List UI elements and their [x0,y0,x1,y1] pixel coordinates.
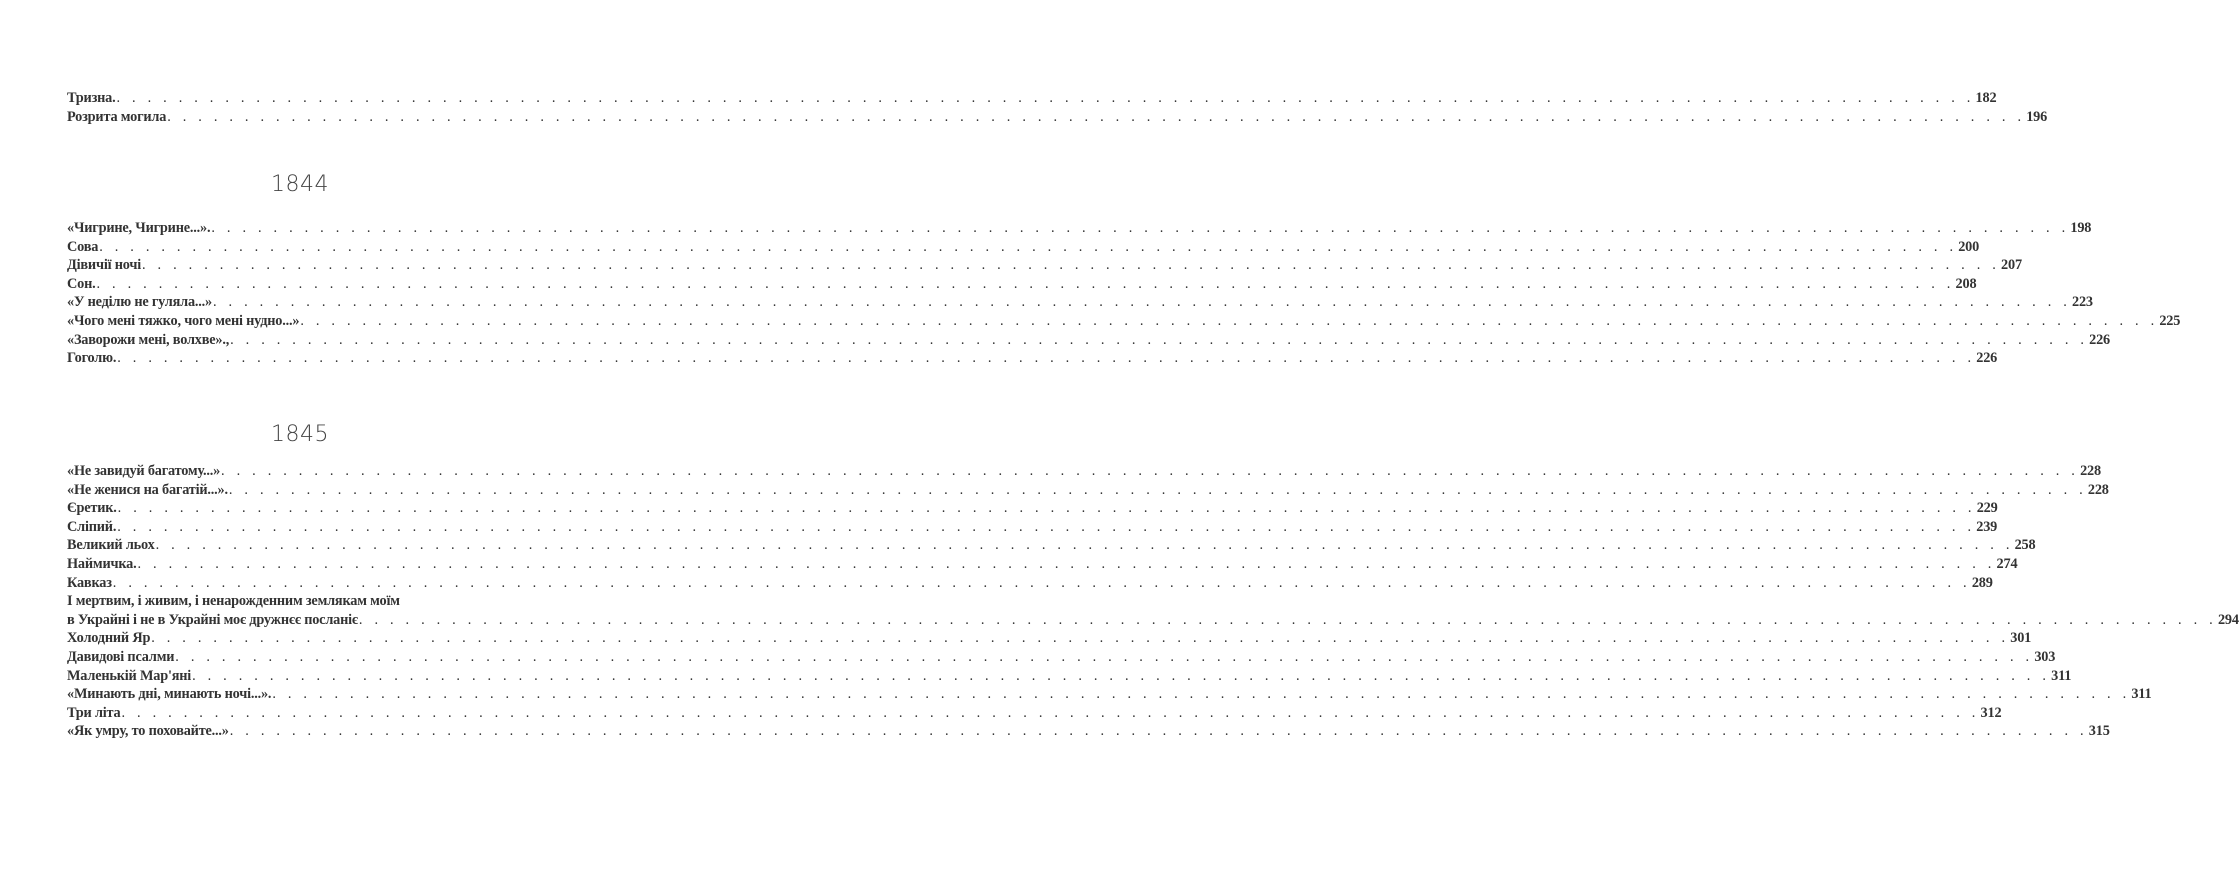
toc-entry[interactable] [67,611,2239,630]
dot-leader: . . . . . . . . . . . . . . . . . . . . . . . . . . . . . . . . . . . . . . . . . . . . . . . . . . . . . . . . . . . . . . . . . . . . . . . . . . . . . . . . . . . . . . . . . . . . . . . . . . . . . . . . . . . . . . . . . . . . . . . . [142,257,2001,274]
toc-entry-page: 303 [2034,648,2056,665]
dot-leader: . . . . . . . . . . . . . . . . . . . . . . . . . . . . . . . . . . . . . . . . . . . . . . . . . . . . . . . . . . . . . . . . . . . . . . . . . . . . . . . . . . . . . . . . . . . . . . . . . . . . . . . . . . . . . . . . . . . . . . . . [175,648,2034,665]
dot-leader: . . . . . . . . . . . . . . . . . . . . . . . . . . . . . . . . . . . . . . . . . . . . . . . . . . . . . . . . . . . . . . . . . . . . . . . . . . . . . . . . . . . . . . . . . . . . . . . . . . . . . . . . . . . . . . . . . . . . . . . . [99,238,1958,255]
toc-entry-page: 182 [1975,90,1997,106]
toc-entry-page: 226 [2089,331,2111,348]
toc-entry-page: 312 [1980,704,2002,721]
dot-leader: . . . . . . . . . . . . . . . . . . . . . . . . . . . . . . . . . . . . . . . . . . . . . . . . . . . . . . . . . . . . . . . . . . . . . . . . . . . . . . . . . . . . . . . . . . . . . . . . . . . . . . . . . . . . . . . . . . . . . . . . [151,630,2010,647]
dot-leader: . . . . . . . . . . . . . . . . . . . . . . . . . . . . . . . . . . . . . . . . . . . . . . . . . . . . . . . . . . . . . . . . . . . . . . . . . . . . . . . . . . . . . . . . . . . . . . . . . . . . . . . . . . . . . . . . . . . . . . . . [167,108,2026,125]
toc-entry[interactable] [67,349,1998,368]
toc-entry[interactable] [67,518,1998,537]
year-heading-1844: 1844 [271,172,329,197]
toc-entry-page: 225 [2159,312,2181,329]
toc-entry-title: Маленькій Мар'яні [67,667,192,684]
toc-entry-page: 223 [2072,294,2093,311]
dot-leader: . . . . . . . . . . . . . . . . . . . . . . . . . . . . . . . . . . . . . . . . . . . . . . . . . . . . . . . . . . . . . . . . . . . . . . . . . . . . . . . . . . . . . . . . . . . . . . . . . . . . . . . . . . . . . . . . . . . . . . . . [228,481,2087,498]
toc-entry-page: 228 [2087,481,2109,498]
dot-leader: . . . . . . . . . . . . . . . . . . . . . . . . . . . . . . . . . . . . . . . . . . . . . . . . . . . . . . . . . . . . . . . . . . . . . . . . . . . . . . . . . . . . . . . . . . . . . . . . . . . . . . . . . . . . . . . . . . . . . . . . [155,537,2014,554]
toc-entry-title: «Не завидуй багатому...» [67,463,221,479]
toc-entry-title: «Минають дні, минають ночі...». [67,686,272,703]
toc-entry[interactable] [67,629,2032,648]
dot-leader: . . . . . . . . . . . . . . . . . . . . . . . . . . . . . . . . . . . . . . . . . . . . . . . . . . . . . . . . . . . . . . . . . . . . . . . . . . . . . . . . . . . . . . . . . . . . . . . . . . . . . . . . . . . . . . . . . . . . . . . . [121,704,1980,721]
toc-entry-title-line1: І мертвим, і живим, і ненарожденним землякам моїм [67,593,400,610]
toc-entry[interactable] [67,89,1997,108]
toc-entry[interactable] [67,555,2018,574]
toc-entry[interactable] [67,704,2002,723]
toc-entry-title: в Украйні і не в Украйні моє дружнєє посланіє [67,611,358,628]
dot-leader: . . . . . . . . . . . . . . . . . . . . . . . . . . . . . . . . . . . . . . . . . . . . . . . . . . . . . . . . . . . . . . . . . . . . . . . . . . . . . . . . . . . . . . . . . . . . . . . . . . . . . . . . . . . . . . . . . . . . . . . . [230,331,2089,348]
toc-entry[interactable] [67,462,2101,481]
dot-leader: . . . . . . . . . . . . . . . . . . . . . . . . . . . . . . . . . . . . . . . . . . . . . . . . . . . . . . . . . . . . . . . . . . . . . . . . . . . . . . . . . . . . . . . . . . . . . . . . . . . . . . . . . . . . . . . . . . . . . . . . [117,500,1976,517]
toc-entry-title: «Заворожи мені, волхве»., [67,331,230,348]
toc-entry-page: 294 [2217,611,2239,628]
toc-entry[interactable] [67,108,2048,127]
dot-leader: . . . . . . . . . . . . . . . . . . . . . . . . . . . . . . . . . . . . . . . . . . . . . . . . . . . . . . . . . . . . . . . . . . . . . . . . . . . . . . . . . . . . . . . . . . . . . . . . . . . . . . . . . . . . . . . . . . . . . . . . [229,723,2088,740]
dot-leader: . . . . . . . . . . . . . . . . . . . . . . . . . . . . . . . . . . . . . . . . . . . . . . . . . . . . . . . . . . . . . . . . . . . . . . . . . . . . . . . . . . . . . . . . . . . . . . . . . . . . . . . . . . . . . . . . . . . . . . . . [112,574,1971,591]
toc-entry[interactable] [67,685,2152,704]
dot-leader: . . . . . . . . . . . . . . . . . . . . . . . . . . . . . . . . . . . . . . . . . . . . . . . . . . . . . . . . . . . . . . . . . . . . . . . . . . . . . . . . . . . . . . . . . . . . . . . . . . . . . . . . . . . . . . . . . . . . . . . . [212,294,2072,311]
toc-entry[interactable] [67,219,2092,238]
toc-entry-title: Сон. [67,275,96,292]
toc-entry-page: 301 [2010,630,2032,647]
toc-entry-title: «Не женися на багатій...». [67,481,228,498]
toc-entry-title: Тризна. [67,90,116,106]
toc-entry-page: 311 [2131,686,2152,703]
toc-entry-title: Кавказ [67,574,112,591]
toc-entry[interactable] [67,293,2093,312]
toc-entry[interactable] [67,499,1998,518]
toc-entry-title: Наймичка. [67,555,137,572]
toc-entry[interactable] [67,256,2022,275]
toc-entry-page: 196 [2026,108,2048,125]
toc-entry-title: Давидові псалми [67,648,175,665]
toc-entry-page: 311 [2051,667,2072,684]
toc-entry-page: 274 [1996,555,2018,572]
dot-leader: . . . . . . . . . . . . . . . . . . . . . . . . . . . . . . . . . . . . . . . . . . . . . . . . . . . . . . . . . . . . . . . . . . . . . . . . . . . . . . . . . . . . . . . . . . . . . . . . . . . . . . . . . . . . . . . . . . . . . . . . [96,275,1955,292]
toc-entry-title: Єретик. [67,500,117,517]
toc-entry-title: «Чого мені тяжко, чого мені нудно...» [67,312,300,329]
toc-entry[interactable] [67,667,2072,686]
toc-entry[interactable] [67,312,2181,331]
dot-leader: . . . . . . . . . . . . . . . . . . . . . . . . . . . . . . . . . . . . . . . . . . . . . . . . . . . . . . . . . . . . . . . . . . . . . . . . . . . . . . . . . . . . . . . . . . . . . . . . . . . . . . . . . . . . . . . . . . . . . . . . [358,611,2217,628]
toc-entry[interactable] [67,536,2036,555]
dot-leader: . . . . . . . . . . . . . . . . . . . . . . . . . . . . . . . . . . . . . . . . . . . . . . . . . . . . . . . . . . . . . . . . . . . . . . . . . . . . . . . . . . . . . . . . . . . . . . . . . . . . . . . . . . . . . . . . . . . . . . . . [192,667,2051,684]
dot-leader: . . . . . . . . . . . . . . . . . . . . . . . . . . . . . . . . . . . . . . . . . . . . . . . . . . . . . . . . . . . . . . . . . . . . . . . . . . . . . . . . . . . . . . . . . . . . . . . . . . . . . . . . . . . . . . . . . . . . . . . . [211,220,2070,236]
dot-leader: . . . . . . . . . . . . . . . . . . . . . . . . . . . . . . . . . . . . . . . . . . . . . . . . . . . . . . . . . . . . . . . . . . . . . . . . . . . . . . . . . . . . . . . . . . . . . . . . . . . . . . . . . . . . . . . . . . . . . . . . [272,686,2131,703]
toc-section-continued [67,89,2048,126]
toc-entry-title: Сліпий. [67,518,117,535]
toc-entry-title: Розрита могила [67,108,167,125]
year-heading-1845: 1845 [271,422,329,447]
toc-entry-page: 200 [1958,238,1980,255]
dot-leader: . . . . . . . . . . . . . . . . . . . . . . . . . . . . . . . . . . . . . . . . . . . . . . . . . . . . . . . . . . . . . . . . . . . . . . . . . . . . . . . . . . . . . . . . . . . . . . . . . . . . . . . . . . . . . . . . . . . . . . . . [117,518,1976,535]
toc-entry[interactable] [67,481,2109,500]
toc-entry-title: «У неділю не гуляла...» [67,294,212,311]
toc-entry-page: 239 [1976,518,1998,535]
toc-entry-page: 289 [1971,574,1993,591]
toc-entry-page: 207 [2001,257,2022,274]
toc-entry-title: Великий льох [67,537,155,554]
toc-entry[interactable] [67,574,1993,593]
toc-entry-page: 315 [2088,723,2110,740]
dot-leader: . . . . . . . . . . . . . . . . . . . . . . . . . . . . . . . . . . . . . . . . . . . . . . . . . . . . . . . . . . . . . . . . . . . . . . . . . . . . . . . . . . . . . . . . . . . . . . . . . . . . . . . . . . . . . . . . . . . . . . . . [221,463,2080,479]
dot-leader: . . . . . . . . . . . . . . . . . . . . . . . . . . . . . . . . . . . . . . . . . . . . . . . . . . . . . . . . . . . . . . . . . . . . . . . . . . . . . . . . . . . . . . . . . . . . . . . . . . . . . . . . . . . . . . . . . . . . . . . . [300,312,2159,329]
dot-leader: . . . . . . . . . . . . . . . . . . . . . . . . . . . . . . . . . . . . . . . . . . . . . . . . . . . . . . . . . . . . . . . . . . . . . . . . . . . . . . . . . . . . . . . . . . . . . . . . . . . . . . . . . . . . . . . . . . . . . . . . [137,555,1996,572]
toc-entry-page: 228 [2080,463,2101,479]
toc-entry-title: «Чигрине, Чигрине...». [67,220,211,236]
toc-entry[interactable] [67,648,2056,667]
toc-entry[interactable] [67,331,2111,350]
dot-leader: . . . . . . . . . . . . . . . . . . . . . . . . . . . . . . . . . . . . . . . . . . . . . . . . . . . . . . . . . . . . . . . . . . . . . . . . . . . . . . . . . . . . . . . . . . . . . . . . . . . . . . . . . . . . . . . . . . . . . . . . [117,350,1976,367]
toc-entry-title: Три літа [67,704,121,721]
toc-entry-page: 226 [1976,350,1998,367]
toc-entry-page: 198 [2070,220,2092,236]
toc-entry-title: Гоголю. [67,350,117,367]
toc-section-1845 [67,462,2239,741]
toc-section-1844 [67,219,2181,368]
toc-entry-title: Сова [67,238,99,255]
toc-entry-title: Холодний Яр [67,630,151,647]
toc-entry-page: 229 [1976,500,1998,517]
toc-entry-page: 258 [2014,537,2036,554]
toc-entry[interactable] [67,238,1980,257]
toc-entry-page: 208 [1955,275,1977,292]
toc-entry-title: Дівичії ночі [67,257,141,274]
toc-entry[interactable] [67,722,2110,741]
toc-entry-title: «Як умру, то поховайте...» [67,723,229,740]
toc-entry[interactable] [67,275,1977,294]
dot-leader: . . . . . . . . . . . . . . . . . . . . . . . . . . . . . . . . . . . . . . . . . . . . . . . . . . . . . . . . . . . . . . . . . . . . . . . . . . . . . . . . . . . . . . . . . . . . . . . . . . . . . . . . . . . . . . . . . . . . . . . . [116,90,1975,106]
